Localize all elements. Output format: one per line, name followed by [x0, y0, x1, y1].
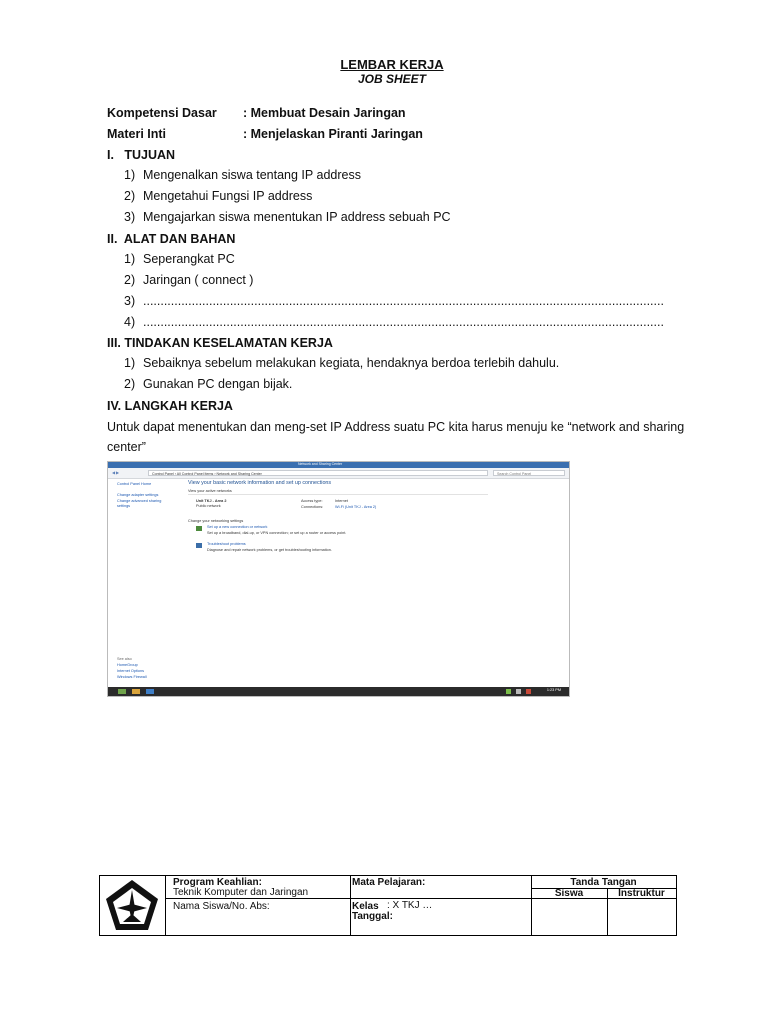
connections-label: Connections:: [301, 505, 324, 509]
address-bar: [108, 468, 569, 479]
kelas-value: : X TKJ …: [387, 900, 433, 911]
see-also-homegroup: HomeGroup: [117, 663, 138, 667]
main-heading: View your basic network information and set up connections: [188, 480, 332, 486]
list-number: 4): [124, 315, 136, 329]
kelas-label: Kelas: [352, 901, 379, 912]
page-title: LEMBAR KERJA: [340, 57, 444, 72]
list-item: Sebaiknya sebelum melakukan kegiata, hendaknya berdoa terlebih dahulu.: [143, 356, 560, 370]
start-icon: [118, 689, 126, 694]
nav-change-advanced: Change advanced sharing: [117, 499, 162, 503]
setup-icon: [196, 526, 202, 531]
see-also-internet-options: Internet Options: [117, 669, 145, 673]
mapel-label: Mata Pelajaran:: [352, 877, 426, 888]
back-icon: ◀ ▶: [112, 471, 119, 475]
meta-value-kompetensi: : Membuat Desain Jaringan: [243, 106, 406, 120]
table-divider: [350, 876, 351, 935]
list-item: Mengetahui Fungsi IP address: [143, 189, 313, 203]
nav-change-adapter: Change adapter settings: [117, 493, 159, 497]
access-type-label: Access type:: [301, 499, 323, 503]
meta-label-materi: Materi Inti: [107, 127, 167, 141]
divider: [188, 494, 488, 495]
change-settings-label: Change your networking settings: [188, 519, 244, 523]
list-number: 2): [124, 189, 136, 203]
section-heading-tujuan: I. TUJUAN: [107, 148, 176, 162]
list-number: 3): [124, 294, 136, 308]
instruktur-label: Instruktur: [618, 888, 665, 899]
network-sharing-center-screenshot: [107, 461, 570, 697]
list-number: 2): [124, 377, 136, 391]
tray-volume-icon: [516, 689, 521, 694]
footer-table: [99, 875, 677, 936]
list-number: 1): [124, 356, 136, 370]
section-heading-keselamatan: III. TINDAKAN KESELAMATAN KERJA: [107, 336, 333, 350]
troubleshoot-icon: [196, 543, 202, 548]
see-also-firewall: Windows Firewall: [117, 675, 147, 679]
active-networks-label: View your active networks: [188, 489, 232, 493]
section-heading-langkah: IV. LANGKAH KERJA: [107, 399, 233, 413]
list-item: Mengajarkan siswa menentukan IP address sebuah PC: [143, 210, 451, 224]
network-name: Unit TKJ - Area 2: [196, 499, 227, 503]
tray-network-icon: [506, 689, 511, 694]
list-number: 2): [124, 273, 136, 287]
taskbar-app-icon: [132, 689, 140, 694]
table-divider: [165, 876, 166, 935]
list-item-blank: ......................................................................................................................................................: [143, 315, 664, 329]
instruction-paragraph: Untuk dapat menentukan dan meng-set IP Address suatu PC kita harus menuju ke “network and sharing center”: [107, 420, 685, 454]
list-item-blank: ......................................................................................................................................................: [143, 294, 664, 308]
meta-label-kompetensi: Kompetensi Dasar: [107, 106, 217, 120]
connections-value: Wi-Fi (Unit TKJ - Area 2): [335, 505, 377, 509]
troubleshoot-desc: Diagnose and repair network problems, or get troubleshooting information.: [207, 548, 332, 552]
taskbar-clock: 1:23 PM: [546, 688, 561, 692]
taskbar-app-icon: [146, 689, 154, 694]
network-type: Public network: [196, 504, 221, 508]
list-item: Seperangkat PC: [143, 252, 235, 266]
school-logo-icon: [103, 878, 161, 932]
section-heading-alat: II. ALAT DAN BAHAN: [107, 232, 236, 246]
setup-desc: Set up a broadband, dial-up, or VPN connection; or set up a router or access point.: [207, 531, 347, 535]
list-number: 1): [124, 168, 136, 182]
search-field: Search Control Panel: [493, 470, 565, 476]
list-item: Mengenalkan siswa tentang IP address: [143, 168, 361, 182]
nav-settings: settings: [117, 504, 131, 508]
meta-value-materi: : Menjelaskan Piranti Jaringan: [243, 127, 423, 141]
address-field: Control Panel › All Control Panel Items › Network and Sharing Center: [148, 470, 488, 476]
program-label: Program Keahlian:: [173, 877, 262, 888]
nav-control-panel-home: Control Panel Home: [117, 482, 152, 486]
list-number: 1): [124, 252, 136, 266]
siswa-label: Siswa: [554, 888, 584, 899]
nama-label: Nama Siswa/No. Abs:: [173, 901, 270, 912]
tray-flag-icon: [526, 689, 531, 694]
troubleshoot-link: Troubleshoot problems: [207, 542, 246, 546]
program-value: Teknik Komputer dan Jaringan: [173, 887, 309, 898]
window-title: Network and Sharing Center: [298, 462, 343, 466]
page-subtitle: JOB SHEET: [357, 72, 426, 86]
table-divider: [165, 898, 531, 899]
access-type-value: Internet: [335, 499, 348, 503]
setup-link: Set up a new connection or network: [207, 525, 268, 529]
list-number: 3): [124, 210, 136, 224]
list-item: Gunakan PC dengan bijak.: [143, 377, 293, 391]
taskbar: [108, 687, 569, 696]
ttd-label: Tanda Tangan: [570, 877, 637, 888]
list-item: Jaringan ( connect ): [143, 273, 254, 287]
tanggal-label: Tanggal:: [352, 911, 393, 922]
see-also-label: See also: [117, 657, 132, 661]
